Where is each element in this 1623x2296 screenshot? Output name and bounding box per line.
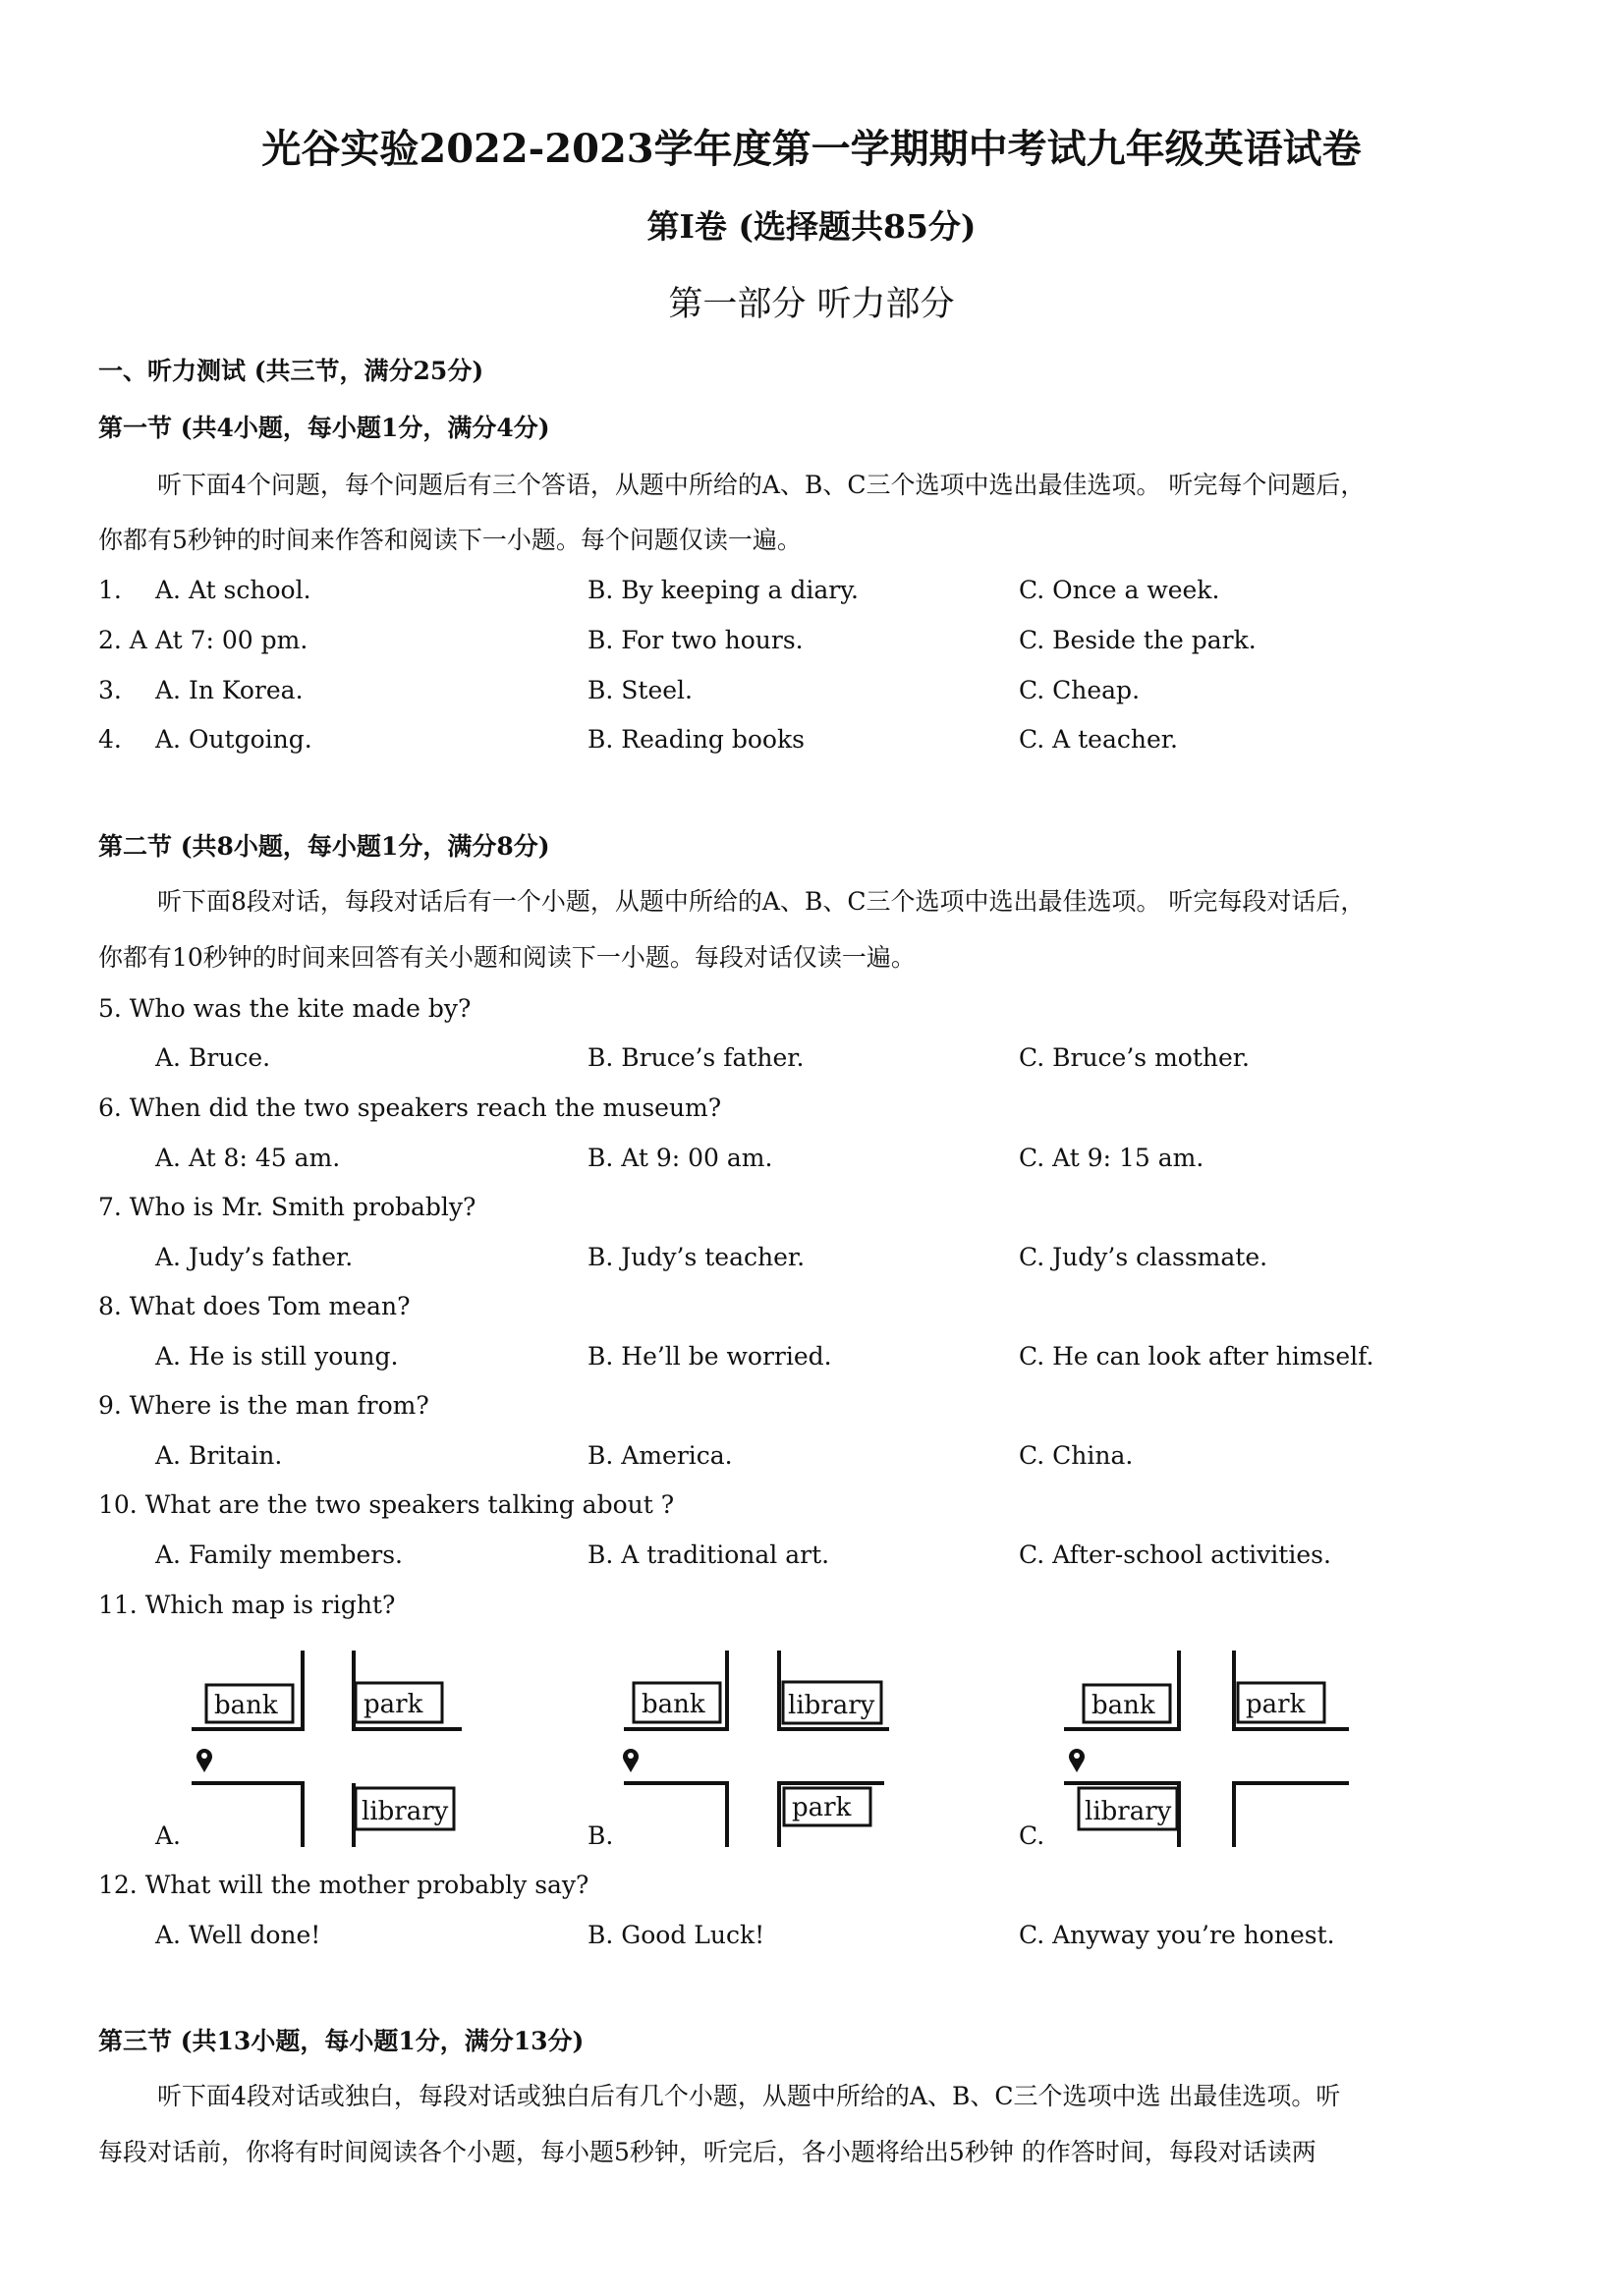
volume-subtitle: 第I卷 (选择题共85分) (646, 207, 977, 246)
map-option-letter: B. (588, 1821, 614, 1850)
map-label-library: library (788, 1691, 875, 1720)
option-c: C. Bruce’s mother. (1019, 1043, 1250, 1072)
map-label-park: park (792, 1793, 852, 1822)
option-a: A. At school. (155, 576, 311, 604)
option-b: B. For two hours. (588, 626, 804, 654)
location-pin-icon (623, 1749, 639, 1772)
option-a: A. Outgoing. (155, 725, 312, 754)
part2-instructions-1: 听下面8段对话，每段对话后有一个小题，从题中所给的A、B、C三个选项中选出最佳选项。 听完每段对话后， (157, 887, 1366, 916)
option-c: C. After-school activities. (1019, 1540, 1331, 1569)
map-label-library: library (362, 1797, 449, 1826)
option-c: C. Once a week. (1019, 576, 1220, 604)
question-text: 10. What are the two speakers talking about ? (98, 1490, 675, 1519)
section-heading: 一、听力测试 (共三节，满分25分) (98, 357, 484, 385)
question-text: 12. What will the mother probably say? (98, 1871, 589, 1899)
option-a: A. Britain. (155, 1441, 283, 1470)
map-c (1059, 1651, 1354, 1851)
part3-instructions-1: 听下面4段对话或独白，每段对话或独白后有几个小题，从题中所给的A、B、C三个选项中选 出最佳选项。听 (157, 2082, 1341, 2110)
option-a: At 7: 00 pm. (155, 626, 308, 654)
option-b: B. At 9: 00 am. (588, 1144, 773, 1172)
option-b: B. Reading books (588, 725, 805, 754)
question-text: 6. When did the two speakers reach the museum? (98, 1093, 722, 1122)
option-b: B. A traditional art. (588, 1540, 830, 1569)
part1-heading: 第一节 (共4小题，每小题1分，满分4分) (98, 414, 550, 442)
part1-instructions-2: 你都有5秒钟的时间来作答和阅读下一小题。每个问题仅读一遍。 (98, 526, 802, 554)
map-option-letter: A. (155, 1821, 182, 1850)
map-label-park: park (1246, 1690, 1306, 1719)
option-a: A. Judy’s father. (155, 1243, 354, 1271)
option-a: A. Family members. (155, 1540, 404, 1569)
option-c: C. Cheap. (1019, 676, 1141, 704)
question-text: 7. Who is Mr. Smith probably? (98, 1193, 476, 1221)
question-number: 3. (98, 676, 122, 704)
map-label-bank: bank (1091, 1691, 1155, 1720)
question-text: 5. Who was the kite made by? (98, 994, 472, 1023)
option-b: B. By keeping a diary. (588, 576, 859, 604)
exam-title: 光谷实验2022-2023学年度第一学期期中考试九年级英语试卷 (261, 126, 1362, 172)
part2-heading: 第二节 (共8小题，每小题1分，满分8分) (98, 832, 550, 861)
option-b: B. He’ll be worried. (588, 1342, 832, 1371)
map-b (619, 1651, 914, 1851)
option-c: C. Judy’s classmate. (1019, 1243, 1268, 1271)
question-number: 1. (98, 576, 122, 604)
question-number: 4. (98, 725, 122, 754)
option-b: B. America. (588, 1441, 733, 1470)
option-b: B. Judy’s teacher. (588, 1243, 806, 1271)
map-label-library: library (1085, 1797, 1172, 1826)
option-a: A. Well done! (155, 1921, 321, 1949)
question-text: 8. What does Tom mean? (98, 1292, 411, 1320)
option-a: A. He is still young. (155, 1342, 399, 1371)
map-label-bank: bank (214, 1691, 278, 1720)
part3-heading: 第三节 (共13小题，每小题1分，满分13分) (98, 2027, 585, 2055)
option-a: A. Bruce. (155, 1043, 271, 1072)
option-c: C. He can look after himself. (1019, 1342, 1374, 1371)
location-pin-icon (1069, 1749, 1085, 1772)
option-c: C. China. (1019, 1441, 1134, 1470)
location-pin-icon (196, 1749, 212, 1772)
option-c: C. A teacher. (1019, 725, 1178, 754)
option-c: C. At 9: 15 am. (1019, 1144, 1204, 1172)
part1-instructions-1: 听下面4个问题，每个问题后有三个答语，从题中所给的A、B、C三个选项中选出最佳选项。 听完每个问题后， (157, 471, 1366, 499)
map-a (187, 1651, 481, 1851)
map-label-bank: bank (642, 1690, 705, 1719)
part-heading: 第一部分 听力部分 (668, 285, 955, 324)
option-c: C. Beside the park. (1019, 626, 1257, 654)
option-b: B. Good Luck! (588, 1921, 765, 1949)
question-number: 2. A (98, 626, 147, 654)
part3-instructions-2: 每段对话前，你将有时间阅读各个小题，每小题5秒钟，听完后，各小题将给出5秒钟 的作答时间，每段对话读两 (98, 2138, 1316, 2166)
map-option-letter: C. (1019, 1821, 1045, 1850)
question-text: 9. Where is the man from? (98, 1391, 429, 1420)
part2-instructions-2: 你都有10秒钟的时间来回答有关小题和阅读下一小题。每段对话仅读一遍。 (98, 943, 916, 972)
question-text: 11. Which map is right? (98, 1591, 396, 1619)
option-c: C. Anyway you’re honest. (1019, 1921, 1335, 1949)
option-a: A. At 8: 45 am. (155, 1144, 341, 1172)
option-b: B. Steel. (588, 676, 693, 704)
map-label-park: park (364, 1690, 423, 1719)
option-b: B. Bruce’s father. (588, 1043, 805, 1072)
option-a: A. In Korea. (155, 676, 304, 704)
